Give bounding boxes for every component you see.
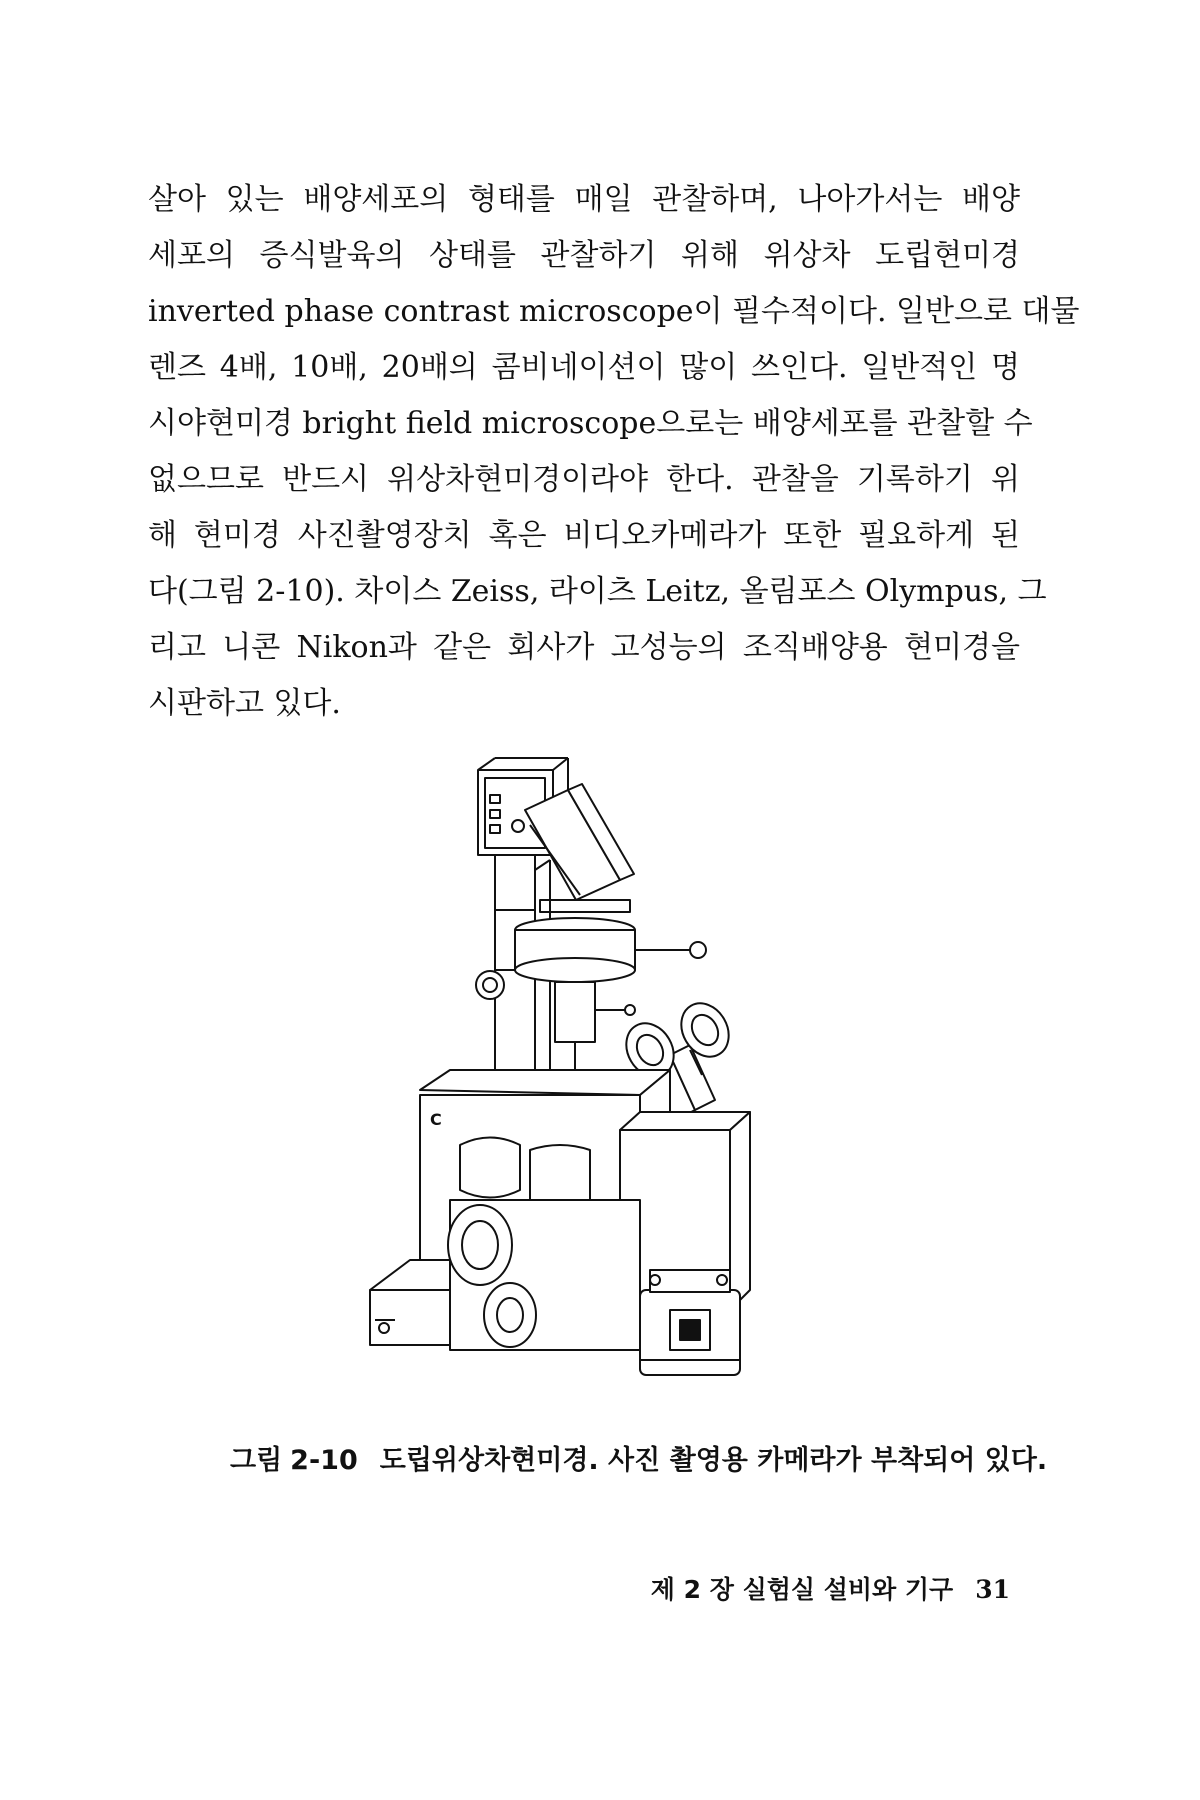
caption-label: 그림 [230, 1445, 283, 1476]
microscope-illustration [350, 750, 870, 1410]
paragraph-line: 세포의 증식발육의 상태를 관찰하기 위해 위상차 도립현미경 [148, 238, 1020, 273]
caption-number: 2-10 [290, 1445, 358, 1476]
paragraph-line: inverted phase contrast microscope이 필수적이다. 일반으로 대물 [148, 294, 1080, 329]
figure-caption [230, 1438, 1048, 1477]
paragraph-line: 시판하고 있다. [148, 686, 341, 721]
chapter-title: 제 2 장 실험실 설비와 기구 [650, 1575, 954, 1604]
focus-knob-housing [370, 1200, 640, 1350]
paragraph-line: 렌즈 4배, 10배, 20배의 콤비네이션이 많이 쓰인다. 일반적인 명 [148, 350, 1020, 385]
paragraph-line: 시야현미경 bright field microscope으로는 배양세포를 관찰할 수 [148, 406, 1033, 441]
paragraph-line: 리고 니콘 Nikon과 같은 회사가 고성능의 조직배양용 현미경을 [148, 630, 1020, 665]
page-number: 31 [975, 1575, 1010, 1604]
page-footer [651, 1570, 1010, 1606]
body-paragraph [148, 172, 1080, 732]
paragraph-line: 없으므로 반드시 위상차현미경이라야 한다. 관찰을 기록하기 위 [148, 462, 1020, 497]
label-c: C [430, 1110, 442, 1129]
camera [640, 1270, 740, 1375]
paragraph-line: 다(그림 2-10). 차이스 Zeiss, 라이츠 Leitz, 올림포스 Olympus, 그 [148, 574, 1047, 609]
paragraph-line: 살아 있는 배양세포의 형태를 매일 관찰하며, 나아가서는 배양 [148, 182, 1020, 217]
paragraph-line: 해 현미경 사진촬영장치 혹은 비디오카메라가 또한 필요하게 된 [148, 518, 1020, 553]
caption-text: 도립위상차현미경. 사진 촬영용 카메라가 부착되어 있다. [379, 1445, 1048, 1476]
